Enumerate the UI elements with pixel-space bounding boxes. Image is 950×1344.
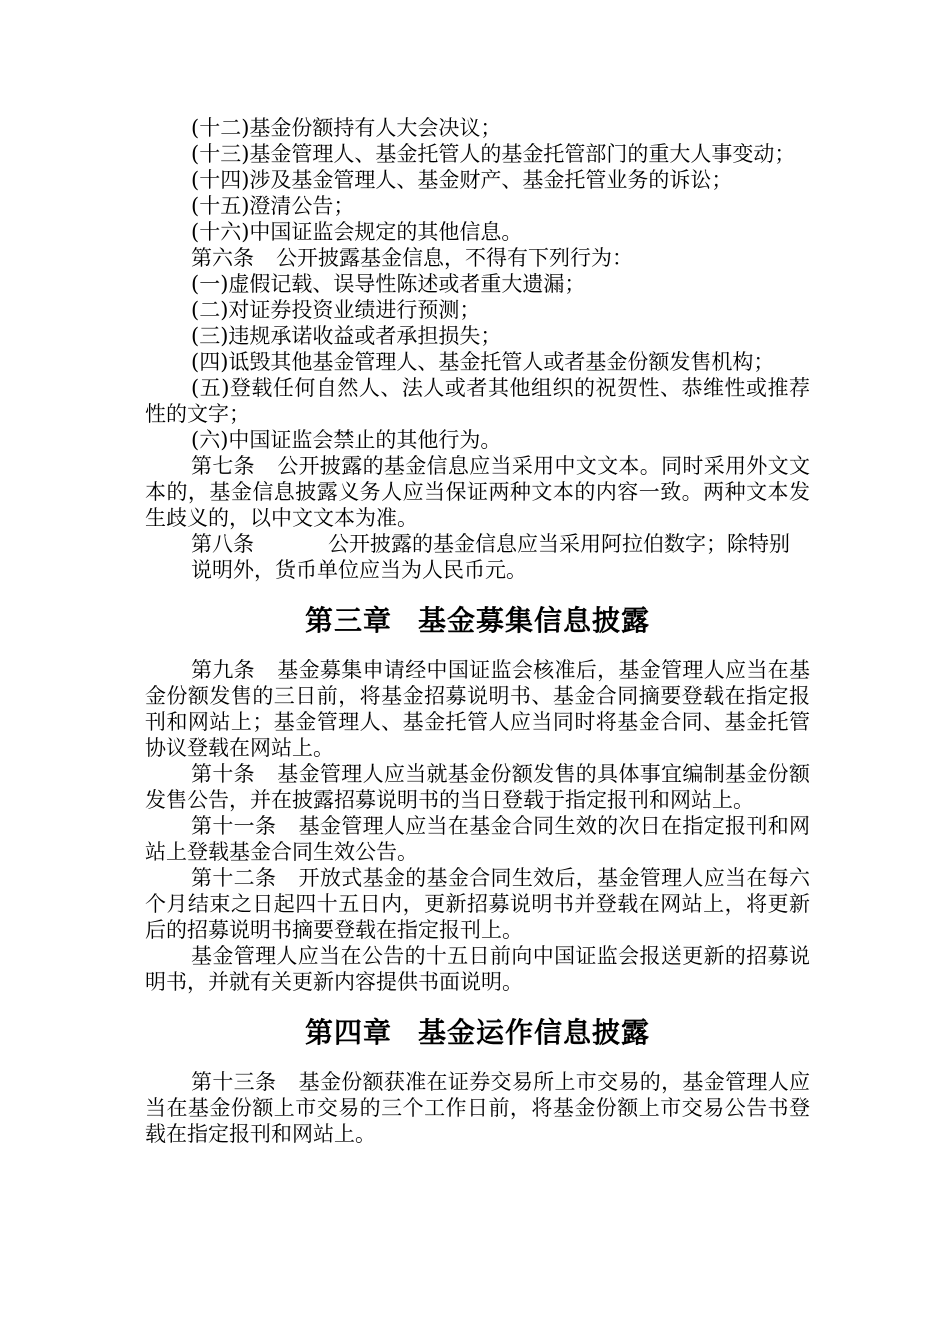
article-13 [145,1069,810,1147]
list-item: (六)中国证监会禁止的其他行为。 [191,428,502,452]
list-item: (五)登载任何自然人、法人或者其他组织的祝贺性、恭维性或推荐性的文字； [145,376,810,426]
article-8 [145,531,810,557]
list-item: (十五)澄清公告； [191,194,355,218]
article-label: 第十二条 [191,866,277,890]
article-label: 第八条 [191,532,254,556]
list-item: (十二)基金份额持有人大会决议； [191,116,502,140]
article-label: 第十三条 [191,1070,277,1094]
chapter-number: 第三章 [304,604,392,637]
article-12-paragraph-2: 基金管理人应当在公告的十五日前向中国证监会报送更新的招募说明书，并就有关更新内容提供书面说明。 [145,944,810,994]
article-text: 基金管理人应当在基金合同生效的次日在指定报刊和网站上登载基金合同生效公告。 [145,814,811,864]
article-label: 第十条 [191,762,255,786]
chapter-number: 第四章 [304,1016,392,1049]
article-text: 开放式基金的基金合同生效后，基金管理人应当在每六个月结束之日起四十五日内，更新招募说明书并登载在网站上，将更新后的招募说明书摘要登载在指定报刊上。 [145,866,811,942]
article-7 [145,453,810,531]
list-item: (三)违规承诺收益或者承担损失； [191,324,502,348]
article-text: 基金份额获准在证券交易所上市交易的，基金管理人应当在基金份额上市交易的三个工作日前，将基金份额上市交易公告书登载在指定报刊和网站上。 [145,1070,811,1146]
article-text: 公开披露的基金信息应当采用中文文本。同时采用外文文本的，基金信息披露义务人应当保证两种文本的内容一致。两种文本发生歧义的，以中文文本为准。 [145,454,811,530]
list-item: (十六)中国证监会规定的其他信息。 [191,220,523,244]
article-11 [145,813,810,865]
list-item: (二)对证券投资业绩进行预测； [191,298,481,322]
article-text: 基金募集申请经中国证监会核准后，基金管理人应当在基金份额发售的三日前，将基金招募说明书、基金合同摘要登载在指定报刊和网站上；基金管理人、基金托管人应当同时将基金合同、基金托管协议登载在网站上。 [145,658,811,760]
article-label: 第十一条 [191,814,277,838]
article-label: 第七条 [191,454,255,478]
article-text: 公开披露基金信息，不得有下列行为： [276,246,633,270]
list-item: (十四)涉及基金管理人、基金财产、基金托管业务的诉讼； [191,168,733,192]
chapter-heading [145,603,810,639]
article-text: 公开披露的基金信息应当采用阿拉伯数字；除特别 [328,532,790,556]
article-6 [145,245,810,271]
article-12 [145,865,810,943]
list-item: (十三)基金管理人、基金托管人的基金托管部门的重大人事变动； [191,142,796,166]
chapter-title: 基金募集信息披露 [418,604,651,637]
article-9 [145,657,810,761]
chapter-title: 基金运作信息披露 [418,1016,651,1049]
article-10 [145,761,810,813]
article-label: 第九条 [191,658,255,682]
article-label: 第六条 [191,246,254,270]
list-item: (四)诋毁其他基金管理人、基金托管人或者基金份额发售机构； [191,350,775,374]
list-item: (一)虚假记载、误导性陈述或者重大遗漏； [191,272,586,296]
article-8-continuation: 说明外，货币单位应当为人民币元。 [191,558,527,582]
article-text: 基金管理人应当就基金份额发售的具体事宜编制基金份额发售公告，并在披露招募说明书的当日登载于指定报刊和网站上。 [145,762,811,812]
chapter-heading [145,1015,810,1051]
document-body [145,115,810,1147]
